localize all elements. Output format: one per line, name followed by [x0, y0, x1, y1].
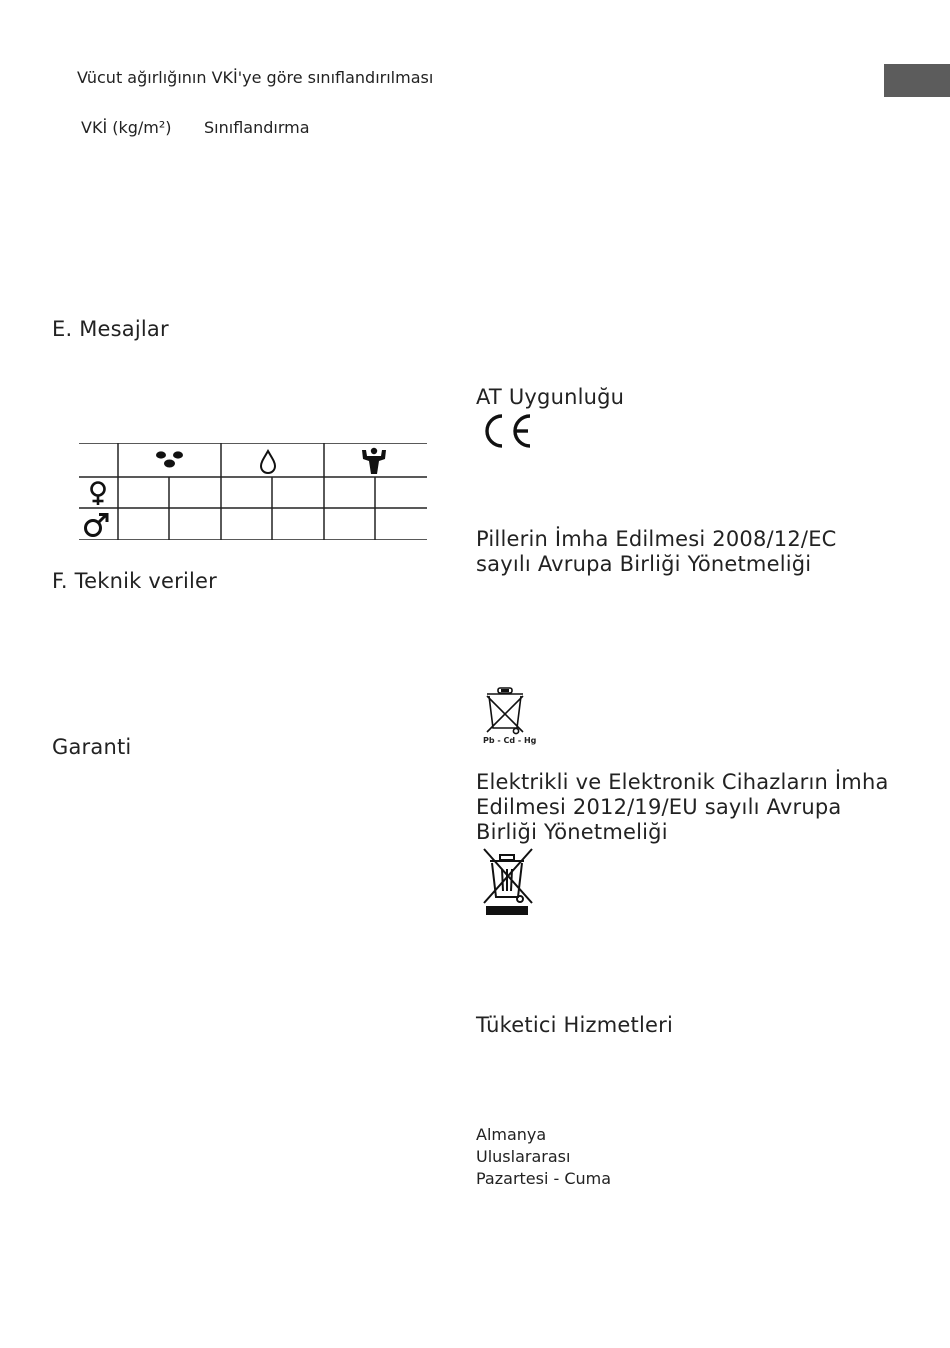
bmi-classification-title: Vücut ağırlığının VKİ'ye göre sınıflandırılması [77, 68, 434, 87]
weee-disposal-heading-line1: Elektrikli ve Elektronik Cihazların İmha [476, 770, 889, 794]
language-tab-marker [884, 64, 950, 97]
classification-column-header: Sınıflandırma [204, 118, 310, 137]
battery-disposal-heading-line2: sayılı Avrupa Birliği Yönetmeliği [476, 552, 812, 576]
female-icon [92, 483, 105, 506]
messages-heading: E. Mesajlar [52, 317, 169, 341]
technical-data-heading: F. Teknik veriler [52, 569, 217, 593]
battery-chemicals-label: Pb - Cd - Hg [483, 736, 537, 745]
warranty-heading: Garanti [52, 735, 132, 759]
battery-disposal-icon [478, 684, 536, 750]
body-water-icon [261, 451, 275, 473]
consumer-line-country: Almanya [476, 1125, 547, 1144]
ec-conformity-heading: AT Uygunluğu [476, 385, 625, 409]
consumer-line-hours: Pazartesi - Cuma [476, 1169, 612, 1188]
male-icon [86, 515, 108, 536]
ce-mark-icon [478, 410, 534, 452]
body-fat-icon [156, 451, 183, 467]
measurement-icon-table [79, 443, 427, 540]
battery-disposal-heading-line1: Pillerin İmha Edilmesi 2008/12/EC [476, 527, 837, 551]
bmi-column-header: VKİ (kg/m²) [81, 118, 172, 137]
weee-disposal-heading-line2: Edilmesi 2012/19/EU sayılı Avrupa [476, 795, 842, 819]
muscle-icon [362, 448, 386, 474]
consumer-services-info [476, 1124, 611, 1190]
weee-disposal-heading-line3: Birliği Yönetmeliği [476, 820, 668, 844]
consumer-line-international: Uluslararası [476, 1147, 571, 1166]
crossed-bin-icon [482, 847, 534, 917]
consumer-services-heading: Tüketici Hizmetleri [476, 1013, 673, 1037]
